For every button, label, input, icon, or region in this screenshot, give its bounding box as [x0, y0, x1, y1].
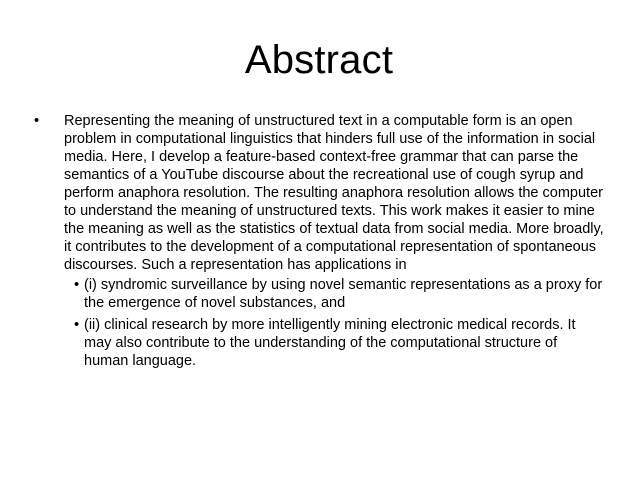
slide-body — [34, 112, 604, 374]
sub-bullet-item — [74, 316, 604, 370]
sub-bullet-dot-icon: • — [74, 317, 80, 333]
main-bullet — [34, 112, 604, 274]
bullet-dot-icon: • — [34, 113, 40, 129]
sub-bullet-text: (i) syndromic surveillance by using novel semantic representations as a proxy for the emergence of novel substances, and — [84, 277, 603, 311]
slide-title: Abstract — [244, 38, 394, 82]
main-bullet-text: Representing the meaning of unstructured text in a computable form is an open problem in computational linguistics that hinders full use of the information in social media. Here, I develop a feature-based context-free grammar that can parse the semantics of a YouTube discourse about the recreational use of cough syrup and perform anaphora resolution. The resulting anaphora resolution allows the computer to understand the meaning of unstructured texts. This work makes it easier to mine the meaning as well as the statistics of textual data from social media. More broadly, it contributes to the development of a computational representation of spontaneous discourses. Such a representation has applications in — [64, 113, 604, 273]
sub-bullet-text: (ii) clinical research by more intelligently mining electronic medical records. It may also contribute to the understanding of the computational structure of human language. — [84, 317, 576, 369]
sub-bullet-item — [74, 276, 604, 312]
sub-bullet-dot-icon: • — [74, 277, 80, 293]
sub-bullet-list — [34, 276, 604, 370]
